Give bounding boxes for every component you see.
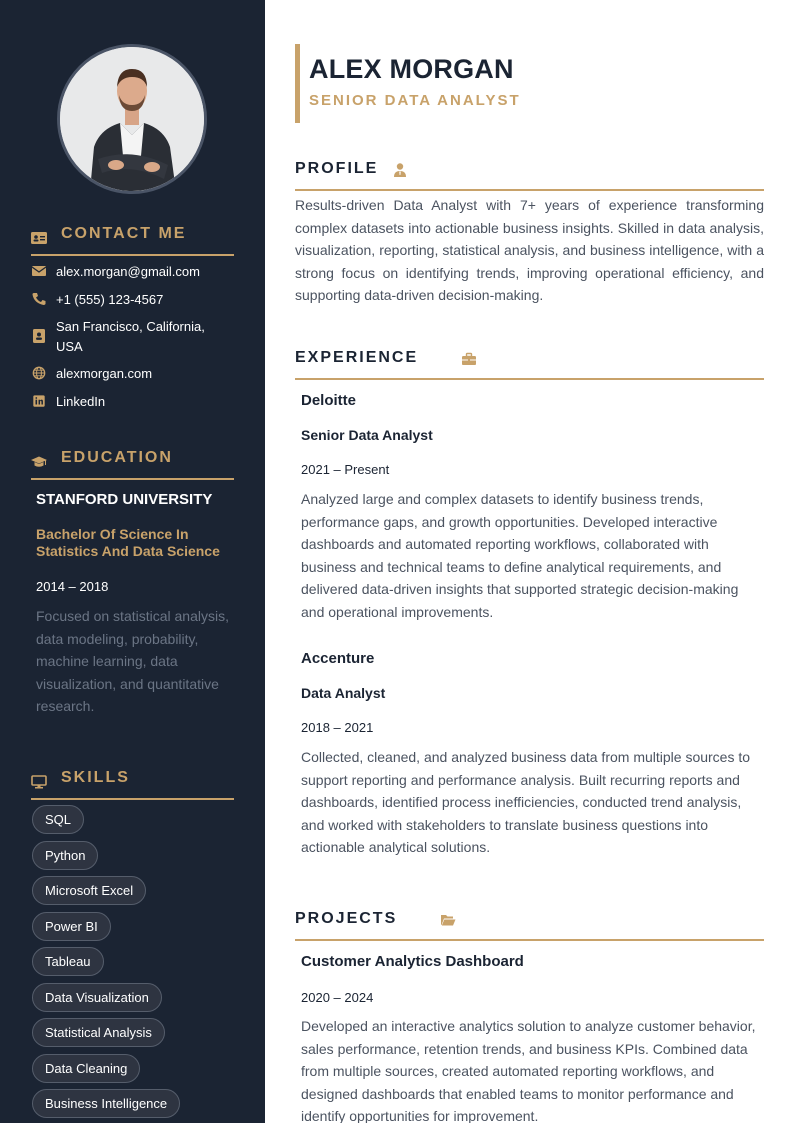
skill-tag: Tableau [32, 947, 104, 976]
contact-section-header [31, 224, 234, 256]
contact-heading: CONTACT ME [61, 225, 187, 242]
avatar [57, 44, 207, 194]
profile-text: Results-driven Data Analyst with 7+ years of experience transforming complex datasets into actionable business insights. Skilled in data analysis, visualization, reporting, statistical analysis, and business intelligence, with a strong focus on identifying trends, improving operational efficiency, and supporting data-driven decision-making. [295, 197, 764, 303]
skill-tag: Python [32, 841, 98, 870]
sidebar [0, 0, 265, 1123]
project-years: 2020 – 2024 [301, 990, 374, 1005]
person-name: ALEX MORGAN [309, 54, 514, 84]
main-content [265, 0, 794, 1123]
envelope-icon [31, 264, 47, 278]
user-icon [392, 162, 408, 178]
skill-tag: SQL [32, 805, 84, 834]
skill-tag: Microsoft Excel [32, 876, 146, 905]
projects-heading: PROJECTS [295, 910, 398, 927]
job-title: Senior Data Analyst [301, 427, 433, 443]
address-book-icon [31, 329, 47, 343]
profile-photo [60, 47, 204, 191]
monitor-icon [31, 775, 47, 789]
job-description: Collected, cleaned, and analyzed business data from multiple sources to support reporting and performance analysis. Built recurring reports and dashboards, identified process inefficiencies, conducted trend analysis, and worked with stakeholders to translate business questions into actionable analytical solutions. [301, 749, 751, 855]
skills-heading: SKILLS [61, 769, 130, 786]
job-company: Deloitte [301, 392, 357, 409]
email-text: alex.morgan@gmail.com [56, 264, 200, 279]
briefcase-icon [461, 351, 477, 367]
skill-tag: Statistical Analysis [32, 1018, 165, 1047]
globe-icon [31, 366, 47, 380]
name-block [295, 44, 521, 123]
education-degree: Bachelor Of Science In Statistics And Data Science [36, 526, 220, 559]
website-text: alexmorgan.com [56, 366, 153, 381]
job-description: Analyzed large and complex datasets to identify business trends, performance gaps, and growth opportunities. Developed interactive dashboards and automated reporting workflows, collaborated with business and technical teams to define analytical requirements, and delivered data-driven insights that supported strategic decision-making and operational improvements. [301, 491, 739, 620]
linkedin-icon [31, 394, 47, 408]
person-role: SENIOR DATA ANALYST [309, 92, 521, 109]
experience-section-header [295, 348, 764, 380]
graduation-cap-icon [31, 455, 47, 469]
profile-heading: PROFILE [295, 160, 379, 177]
profile-section-header [295, 159, 764, 191]
skill-tag: Data Cleaning [32, 1054, 140, 1083]
skill-tag: Power BI [32, 912, 111, 941]
phone-text: +1 (555) 123-4567 [56, 292, 164, 307]
address-text: San Francisco, California, USA [56, 319, 205, 354]
education-section-header [31, 448, 234, 480]
linkedin-text: LinkedIn [56, 394, 106, 409]
phone-icon [31, 292, 47, 306]
skills-section-header [31, 768, 234, 800]
education-description: Focused on statistical analysis, data modeling, probability, machine learning, data visualization, and quantitative research. [36, 608, 229, 714]
project-description: Developed an interactive analytics solution to analyze customer behavior, sales performance, retention trends, and business KPIs. Combined data from multiple sources, created automated reporting workflows, and designed dashboards that enabled teams to monitor performance and identify opportunities for improvement. [301, 1018, 756, 1123]
skills-list [32, 805, 252, 1125]
education-school: STANFORD UNIVERSITY [36, 491, 213, 508]
job-company: Accenture [301, 650, 375, 667]
skill-tag: Business Intelligence [32, 1089, 180, 1118]
job-years: 2018 – 2021 [301, 720, 374, 735]
projects-section-header [295, 909, 764, 941]
job-years: 2021 – Present [301, 462, 390, 477]
job-title: Data Analyst [301, 685, 386, 701]
contact-card-icon [31, 231, 47, 245]
skill-tag: Data Visualization [32, 983, 162, 1012]
experience-heading: EXPERIENCE [295, 349, 419, 366]
education-years: 2014 – 2018 [36, 579, 109, 594]
folder-open-icon [440, 912, 456, 928]
education-heading: EDUCATION [61, 449, 173, 466]
project-title: Customer Analytics Dashboard [301, 953, 524, 970]
